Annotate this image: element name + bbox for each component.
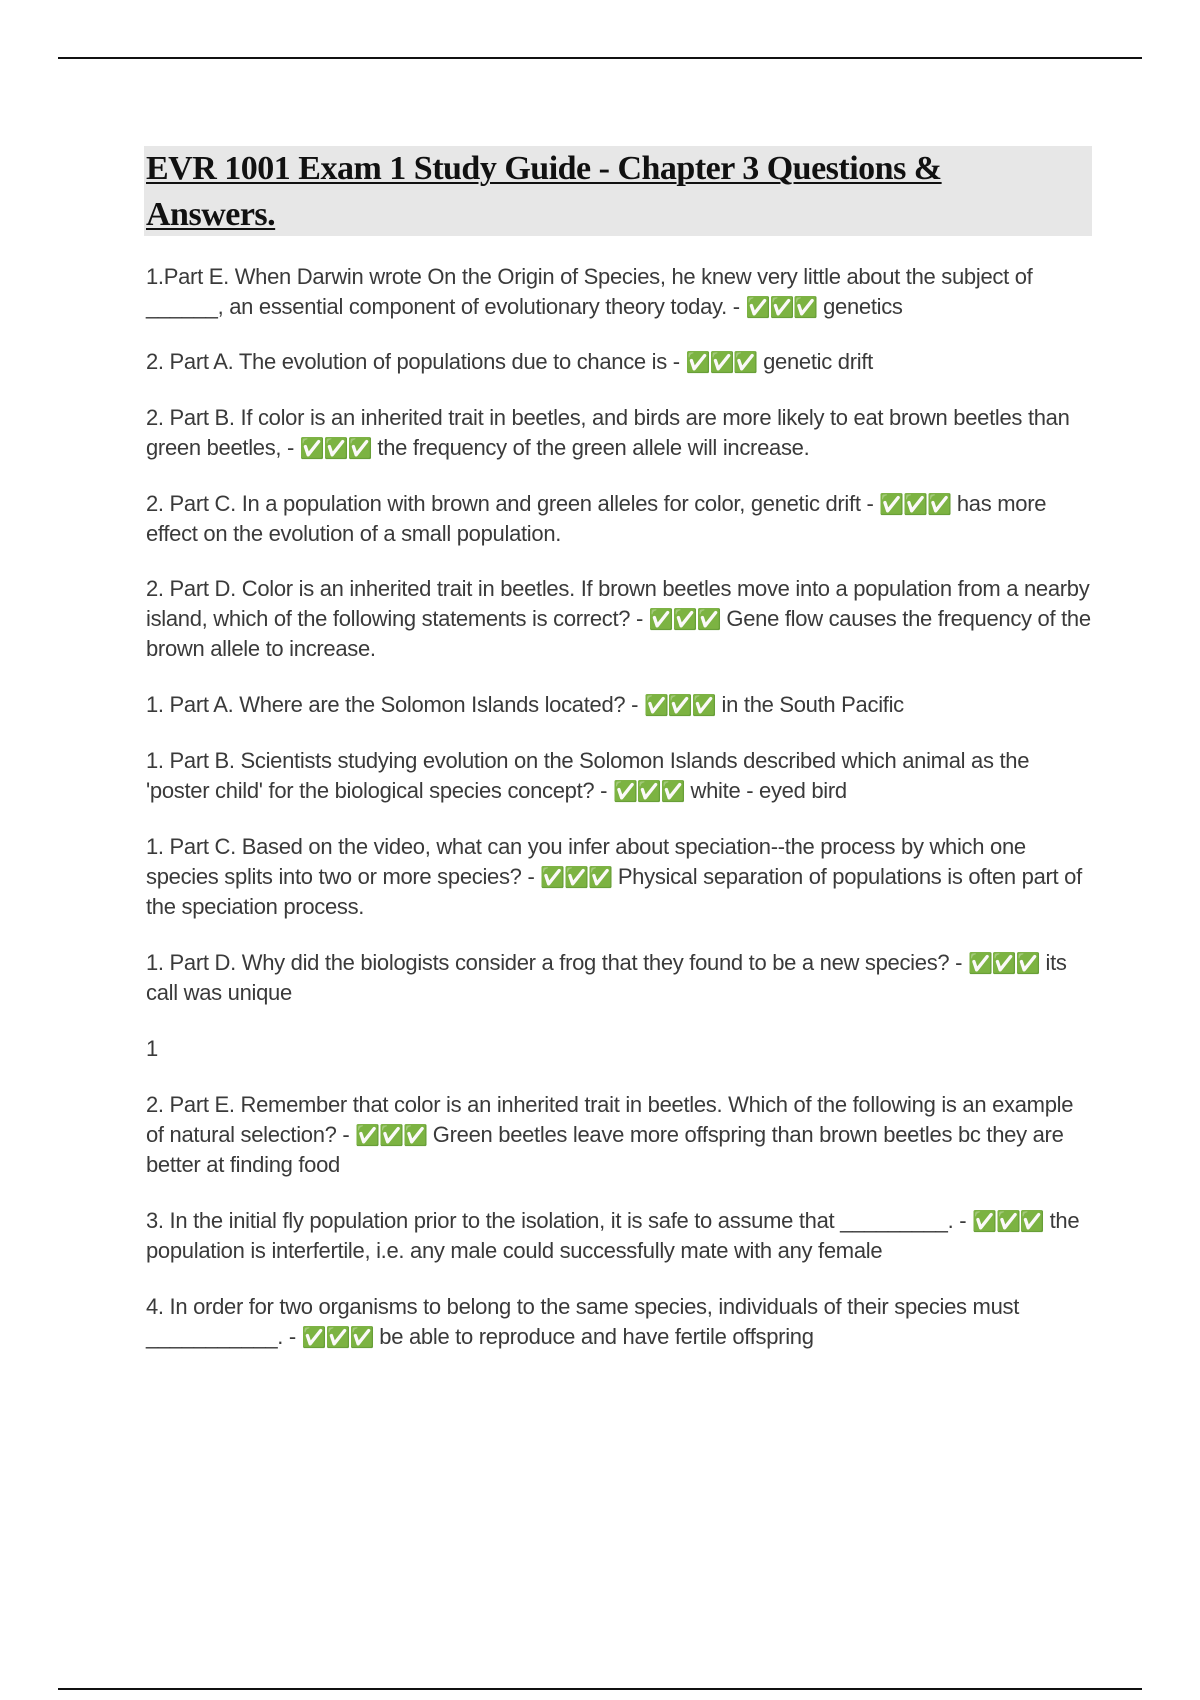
bottom-rule [58, 1688, 1142, 1690]
qa-item [146, 403, 1096, 463]
question-text: 1. Part A. Where are the Solomon Islands located? [146, 692, 626, 717]
check-marks-icon: ✅✅✅ [879, 492, 952, 516]
separator: - [959, 1208, 967, 1233]
qa-item [146, 832, 1096, 922]
check-marks-icon: ✅✅✅ [745, 295, 818, 319]
check-marks-icon: ✅✅✅ [648, 607, 721, 631]
answer-text: genetics [823, 294, 903, 319]
question-text: 2. Part E. Remember that color is an inherited trait in beetles. Which of the following is an example of natural selection? [146, 1092, 1074, 1147]
answer-text: Physical separation of populations is often part of the speciation process. [146, 864, 1082, 919]
answer-text: Green beetles leave more offspring than brown beetles bc they are better at finding food [146, 1122, 1064, 1177]
separator: - [288, 1324, 296, 1349]
answer-text: its call was unique [146, 950, 1067, 1005]
question-text: 4. In order for two organisms to belong to the same species, individuals of their species must ___________. [146, 1294, 1020, 1349]
answer-text: Gene flow causes the frequency of the brown allele to increase. [146, 606, 1091, 661]
question-text: 1. Part B. Scientists studying evolution on the Solomon Islands described which animal as the 'poster child' for the biological species concept? [146, 748, 1030, 803]
separator: - [287, 435, 295, 460]
question-text: 1. Part C. Based on the video, what can you infer about speciation--the process by which one species splits into two or more species? [146, 834, 1026, 889]
check-marks-icon: ✅✅✅ [299, 436, 372, 460]
qa-item [146, 948, 1096, 1008]
check-marks-icon: ✅✅✅ [685, 350, 758, 374]
qa-item [146, 1206, 1096, 1266]
qa-item [146, 1292, 1096, 1352]
separator: - [631, 692, 639, 717]
page-number: 1 [146, 1036, 158, 1061]
separator: - [636, 606, 644, 631]
question-text: 3. In the initial fly population prior to the isolation, it is safe to assume that _________. [146, 1208, 954, 1233]
check-marks-icon: ✅✅✅ [301, 1325, 374, 1349]
answer-text: white - eyed bird [690, 778, 847, 803]
check-marks-icon: ✅✅✅ [540, 865, 612, 889]
question-text: 1.Part E. When Darwin wrote On the Origin of Species, he knew very little about the subject of ______, an essential component of evolutionary theory today. [146, 264, 1033, 319]
question-text: 2. Part D. Color is an inherited trait in beetles. If brown beetles move into a population from a nearby island, which of the following statements is correct? [146, 576, 1090, 631]
qa-item [146, 746, 1096, 806]
qa-item [146, 347, 1096, 377]
answer-text: the population is interfertile, i.e. any male could successfully mate with any female [146, 1208, 1080, 1263]
separator: - [600, 778, 608, 803]
qa-item [146, 574, 1096, 664]
qa-item [146, 1090, 1096, 1180]
separator: - [866, 491, 874, 516]
qa-item [146, 489, 1096, 549]
answer-text: be able to reproduce and have fertile offspring [379, 1324, 814, 1349]
separator: - [342, 1122, 350, 1147]
separator: - [732, 294, 740, 319]
question-text: 2. Part B. If color is an inherited trait in beetles, and birds are more likely to eat brown beetles than green beetles, [146, 405, 1070, 460]
check-marks-icon: ✅✅✅ [644, 693, 716, 717]
qa-list [146, 262, 1096, 1352]
separator: - [672, 349, 680, 374]
qa-item [146, 262, 1096, 322]
answer-text: in the South Pacific [721, 692, 904, 717]
question-text: 2. Part A. The evolution of populations due to chance is [146, 349, 667, 374]
question-text: 1. Part D. Why did the biologists consider a frog that they found to be a new species? [146, 950, 950, 975]
answer-text: genetic drift [763, 349, 873, 374]
check-marks-icon: ✅✅✅ [972, 1209, 1044, 1233]
top-rule [58, 57, 1142, 59]
qa-item [146, 690, 1096, 720]
check-marks-icon: ✅✅✅ [355, 1123, 427, 1147]
answer-text: has more effect on the evolution of a small population. [146, 491, 1047, 546]
document-title: EVR 1001 Exam 1 Study Guide - Chapter 3 Questions & Answers. [146, 150, 942, 233]
separator: - [955, 950, 963, 975]
check-marks-icon: ✅✅✅ [968, 951, 1040, 975]
answer-text: the frequency of the green allele will increase. [377, 435, 810, 460]
question-text: 2. Part C. In a population with brown and green alleles for color, genetic drift [146, 491, 861, 516]
separator: - [527, 864, 535, 889]
check-marks-icon: ✅✅✅ [613, 779, 685, 803]
